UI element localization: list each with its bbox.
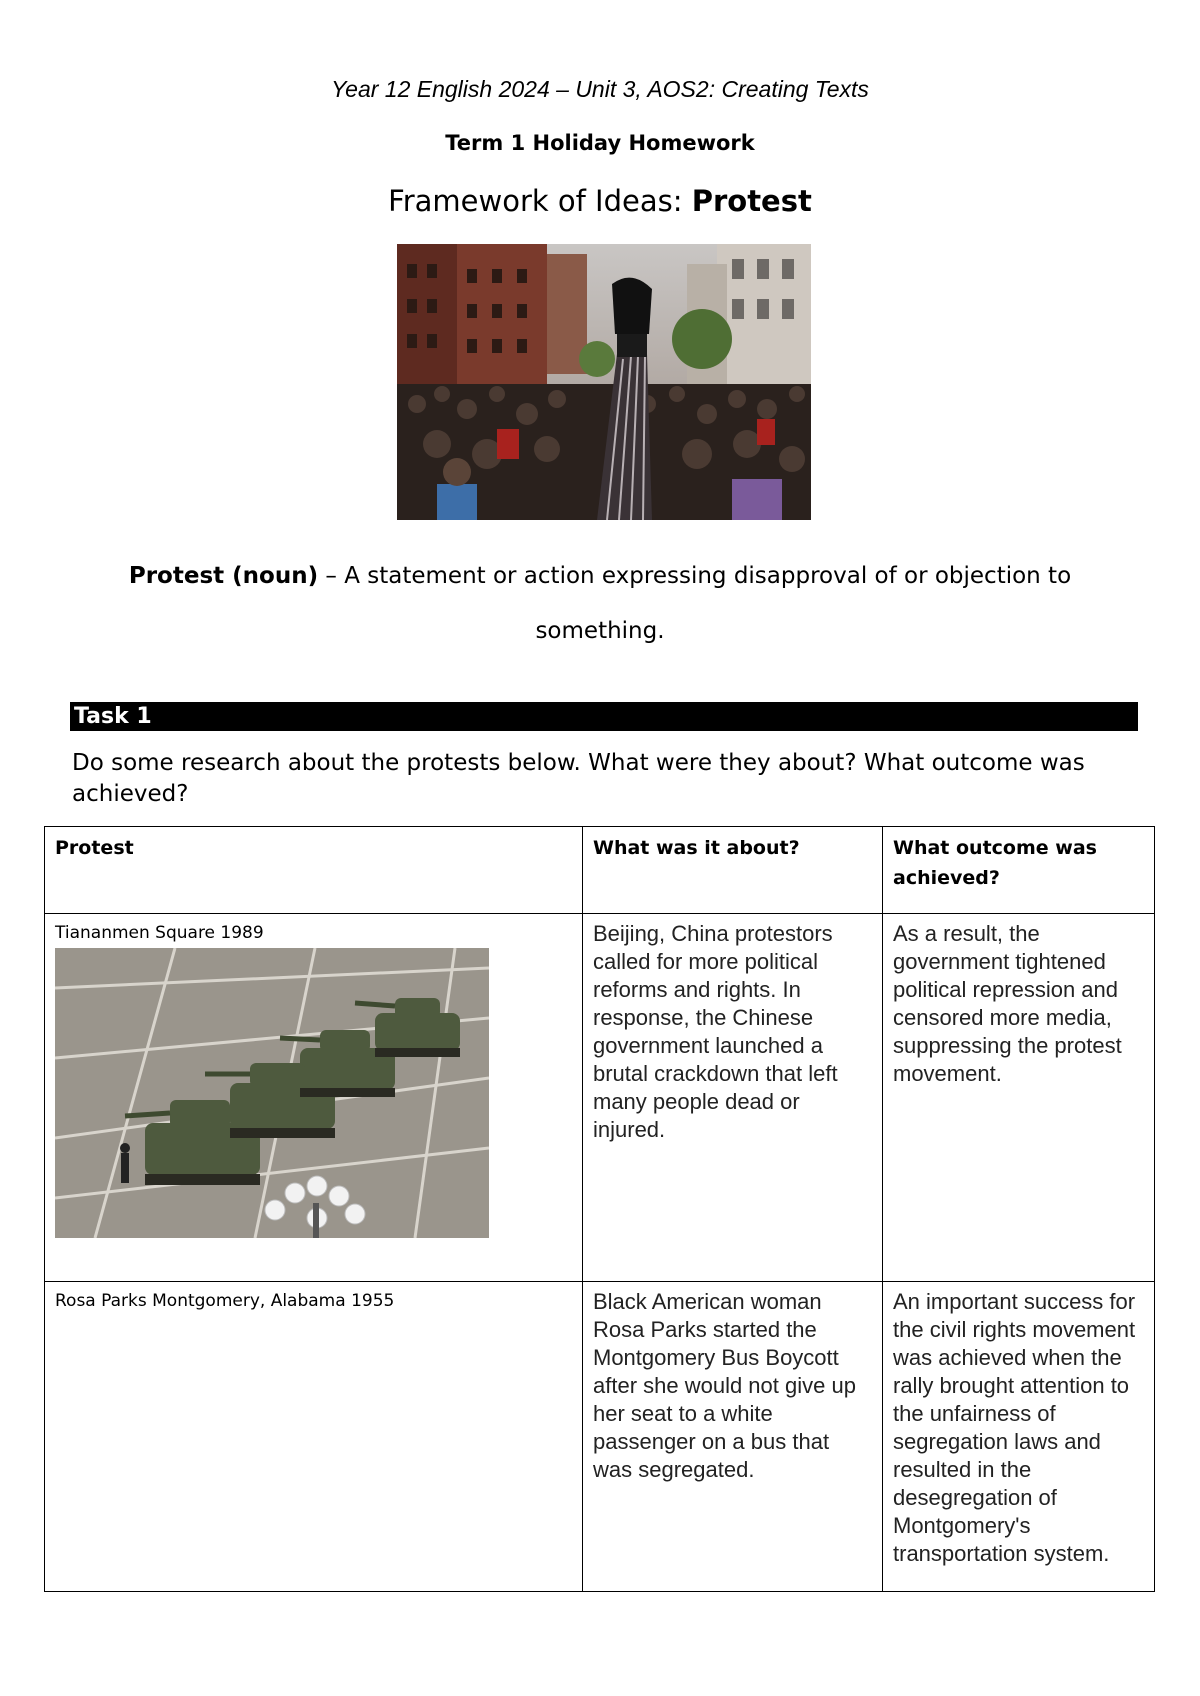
table-header-row (45, 827, 1155, 914)
task-header-bar (70, 702, 1138, 731)
framework-topic: Protest (691, 184, 812, 218)
task-instructions: Do some research about the protests below. What were they about? What outcome was achieved? (72, 750, 1085, 807)
framework-prefix: Framework of Ideas: (388, 184, 692, 218)
header-cell-protest: Protest (45, 827, 583, 914)
protest-table (44, 826, 1155, 1592)
definition-term: Protest (noun) (128, 563, 319, 589)
about-cell: Black American woman Rosa Parks started the Montgomery Bus Boycott after she would not give up her seat to a white passenger on a bus that was segregated. (583, 1282, 883, 1592)
header-cell-about: What was it about? (583, 827, 883, 914)
framework-heading (0, 184, 1200, 218)
document-subtitle: Year 12 English 2024 – Unit 3, AOS2: Creating Texts (331, 76, 869, 102)
definition-line (0, 563, 1200, 589)
protest-cell (45, 1282, 583, 1592)
homework-title: Term 1 Holiday Homework (445, 131, 755, 155)
outcome-cell: An important success for the civil rights movement was achieved when the rally brought attention to the unfairness of segregation laws and resulted in the desegregation of Montgomery's transportation system. (883, 1282, 1155, 1592)
table-row (45, 914, 1155, 1282)
definition-continuation: something. (535, 618, 665, 644)
protest-crowd-photo (397, 244, 811, 520)
outcome-cell: As a result, the government tightened political repression and censored more media, suppressing the protest movement. (883, 914, 1155, 1282)
protest-cell (45, 914, 583, 1282)
definition-text: – A statement or action expressing disapproval of or objection to (318, 563, 1072, 589)
header-cell-outcome: What outcome was achieved? (883, 827, 1155, 914)
protest-name: Rosa Parks Montgomery, Alabama 1955 (55, 1291, 395, 1311)
protest-name: Tiananmen Square 1989 (55, 923, 264, 943)
table-row (45, 1282, 1155, 1592)
about-cell: Beijing, China protestors called for more political reforms and rights. In response, the Chinese government launched a brutal crackdown that left many people dead or injured. (583, 914, 883, 1282)
tank-man-photo (55, 948, 489, 1238)
task-label: Task 1 (74, 704, 152, 729)
